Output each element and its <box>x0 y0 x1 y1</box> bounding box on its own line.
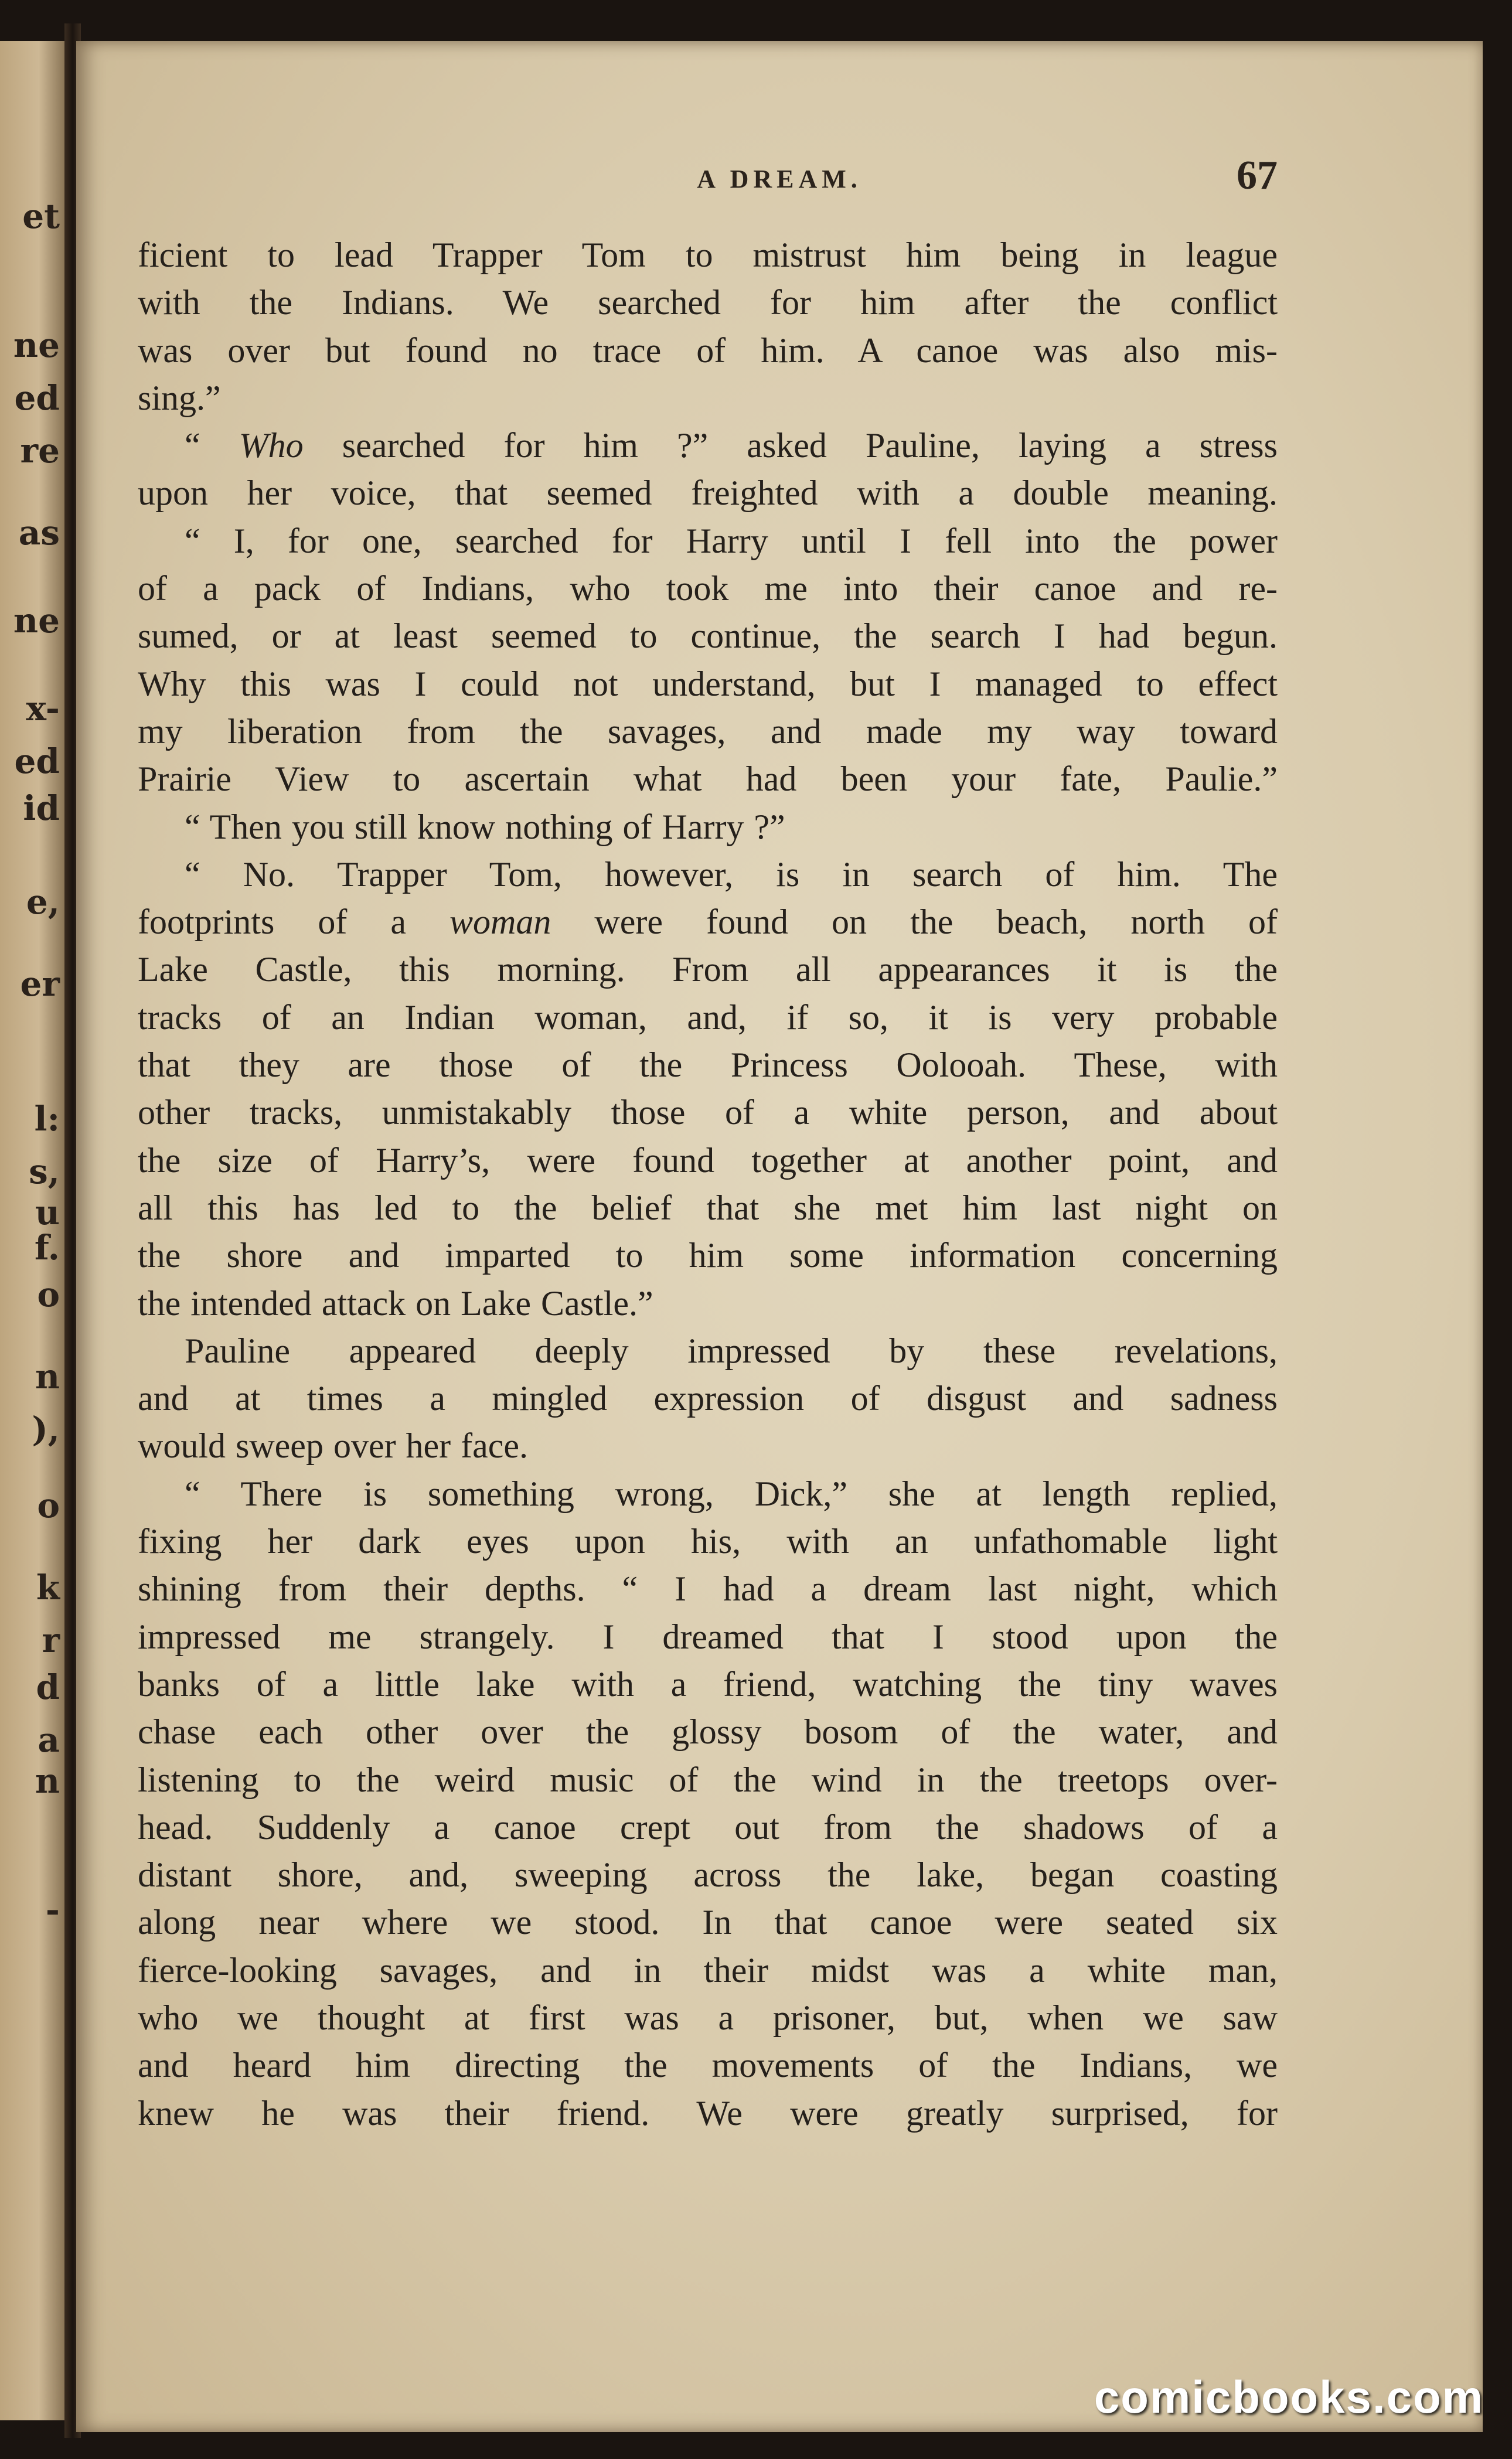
facing-page-fragment: ed <box>14 378 60 418</box>
facing-page-fragment: as <box>18 513 60 553</box>
text-line: distant shore, and, sweeping across the lake, began coasting <box>138 1855 1278 1895</box>
text-line: was over but found no trace of him. A canoe was also mis- <box>138 331 1278 370</box>
facing-page-fragment: o <box>37 1486 60 1525</box>
page-number: 67 <box>1237 153 1278 198</box>
text-line-rest: were found on the beach, north of <box>551 902 1278 942</box>
facing-page-fragment: n <box>35 1761 60 1801</box>
text-line: fierce-looking savages, and in their midst was a white man, <box>138 1950 1278 1990</box>
body-text <box>138 231 1278 2137</box>
facing-page-fragment: x- <box>26 689 60 728</box>
facing-page-fragment: n <box>35 1357 60 1397</box>
previous-page-edge <box>0 41 64 2420</box>
text-line: Pauline appeared deeply impressed by these revelations, <box>185 1331 1278 1370</box>
facing-page-fragment: ), <box>32 1409 60 1449</box>
text-line: banks of a little lake with a friend, watching the tiny waves <box>138 1664 1278 1704</box>
text-line: chase each other over the glossy bosom of the water, and <box>138 1712 1278 1752</box>
text-line: “ I, for one, searched for Harry until I fell into the power <box>185 521 1278 560</box>
text-line: shining from their depths. “ I had a dream last night, which <box>138 1569 1278 1609</box>
facing-page-fragment: - <box>45 1890 60 1930</box>
watermark-logo: comicbooks.com <box>1094 2371 1484 2423</box>
facing-page-fragment: id <box>23 788 60 828</box>
text-line: head. Suddenly a canoe crept out from the shadows of a <box>138 1807 1278 1847</box>
text-line: all this has led to the belief that she met him last night on <box>138 1188 1278 1227</box>
italic-word: Who <box>239 426 304 465</box>
facing-page-fragment: d <box>36 1667 60 1707</box>
book-page <box>76 41 1483 2432</box>
facing-page-fragment: r <box>42 1620 60 1660</box>
text-line: the shore and imparted to him some information concerning <box>138 1236 1278 1275</box>
text-line: “ There is something wrong, Dick,” she at length replied, <box>185 1474 1278 1513</box>
running-head: A DREAM. <box>697 165 862 193</box>
text-line: sing.” <box>138 378 221 417</box>
text-line: that they are those of the Princess Oolooah. These, with <box>138 1045 1278 1085</box>
facing-page-fragment: k <box>36 1568 60 1607</box>
text-line: my liberation from the savages, and made my way toward <box>138 711 1278 751</box>
text-line: knew he was their friend. We were greatly surprised, for <box>138 2093 1278 2133</box>
text-line: tracks of an Indian woman, and, if so, it is very probable <box>138 997 1278 1037</box>
text-line: along near where we stood. In that canoe were seated six <box>138 1903 1278 1942</box>
facing-page-fragment: er <box>20 964 60 1004</box>
text-line: and heard him directing the movements of the Indians, we <box>138 2046 1278 2085</box>
text-line-lead: “ <box>185 426 239 465</box>
text-line: of a pack of Indians, who took me into their canoe and re- <box>138 569 1278 608</box>
facing-page-fragment: re <box>20 431 60 471</box>
text-line-rest: searched for him ?” asked Pauline, laying a stress <box>303 426 1278 465</box>
text-line: the intended attack on Lake Castle.” <box>138 1283 653 1323</box>
text-line: with the Indians. We searched for him after the conflict <box>138 283 1278 322</box>
facing-page-fragment: s, <box>29 1152 60 1191</box>
facing-page-fragment: o <box>37 1275 60 1314</box>
facing-page-fragment: a <box>38 1720 60 1760</box>
text-line: and at times a mingled expression of disgust and sadness <box>138 1379 1278 1418</box>
facing-page-fragment: f. <box>34 1228 60 1268</box>
text-line: “ No. Trapper Tom, however, is in search of him. The <box>185 854 1278 894</box>
text-line: “ Then you still know nothing of Harry ?” <box>185 807 785 846</box>
text-line-lead: footprints of a <box>138 902 450 942</box>
text-line: sumed, or at least seemed to continue, the search I had begun. <box>138 617 1278 656</box>
facing-page-fragment: et <box>22 196 60 236</box>
text-line <box>138 898 1278 946</box>
text-line: other tracks, unmistakably those of a white person, and about <box>138 1093 1278 1132</box>
text-line: fixing her dark eyes upon his, with an unfathomable light <box>138 1522 1278 1561</box>
text-line: Why this was I could not understand, but I managed to effect <box>138 664 1278 703</box>
text-line: would sweep over her face. <box>138 1426 529 1466</box>
italic-word: woman <box>449 902 551 942</box>
text-line: ficient to lead Trapper Tom to mistrust him being in league <box>138 236 1278 274</box>
text-line: upon her voice, that seemed freighted with a double meaning. <box>138 474 1278 513</box>
text-line: listening to the weird music of the wind in the treetops over- <box>138 1760 1278 1799</box>
facing-page-fragment: l: <box>34 1099 60 1139</box>
text-line <box>138 422 1278 469</box>
facing-page-fragment: ed <box>14 741 60 781</box>
text-line: impressed me strangely. I dreamed that I stood upon the <box>138 1617 1278 1656</box>
facing-page-fragment: e, <box>26 882 60 922</box>
facing-page-fragment: u <box>35 1193 60 1232</box>
text-line: who we thought at first was a prisoner, but, when we saw <box>138 1998 1278 2037</box>
text-line: Lake Castle, this morning. From all appearances it is the <box>138 950 1278 989</box>
facing-page-fragment: ne <box>13 325 60 365</box>
facing-page-fragment: ne <box>13 601 60 641</box>
text-line: the size of Harry’s, were found together at another point, and <box>138 1140 1278 1180</box>
text-line: Prairie View to ascertain what had been your fate, Paulie.” <box>138 760 1278 799</box>
